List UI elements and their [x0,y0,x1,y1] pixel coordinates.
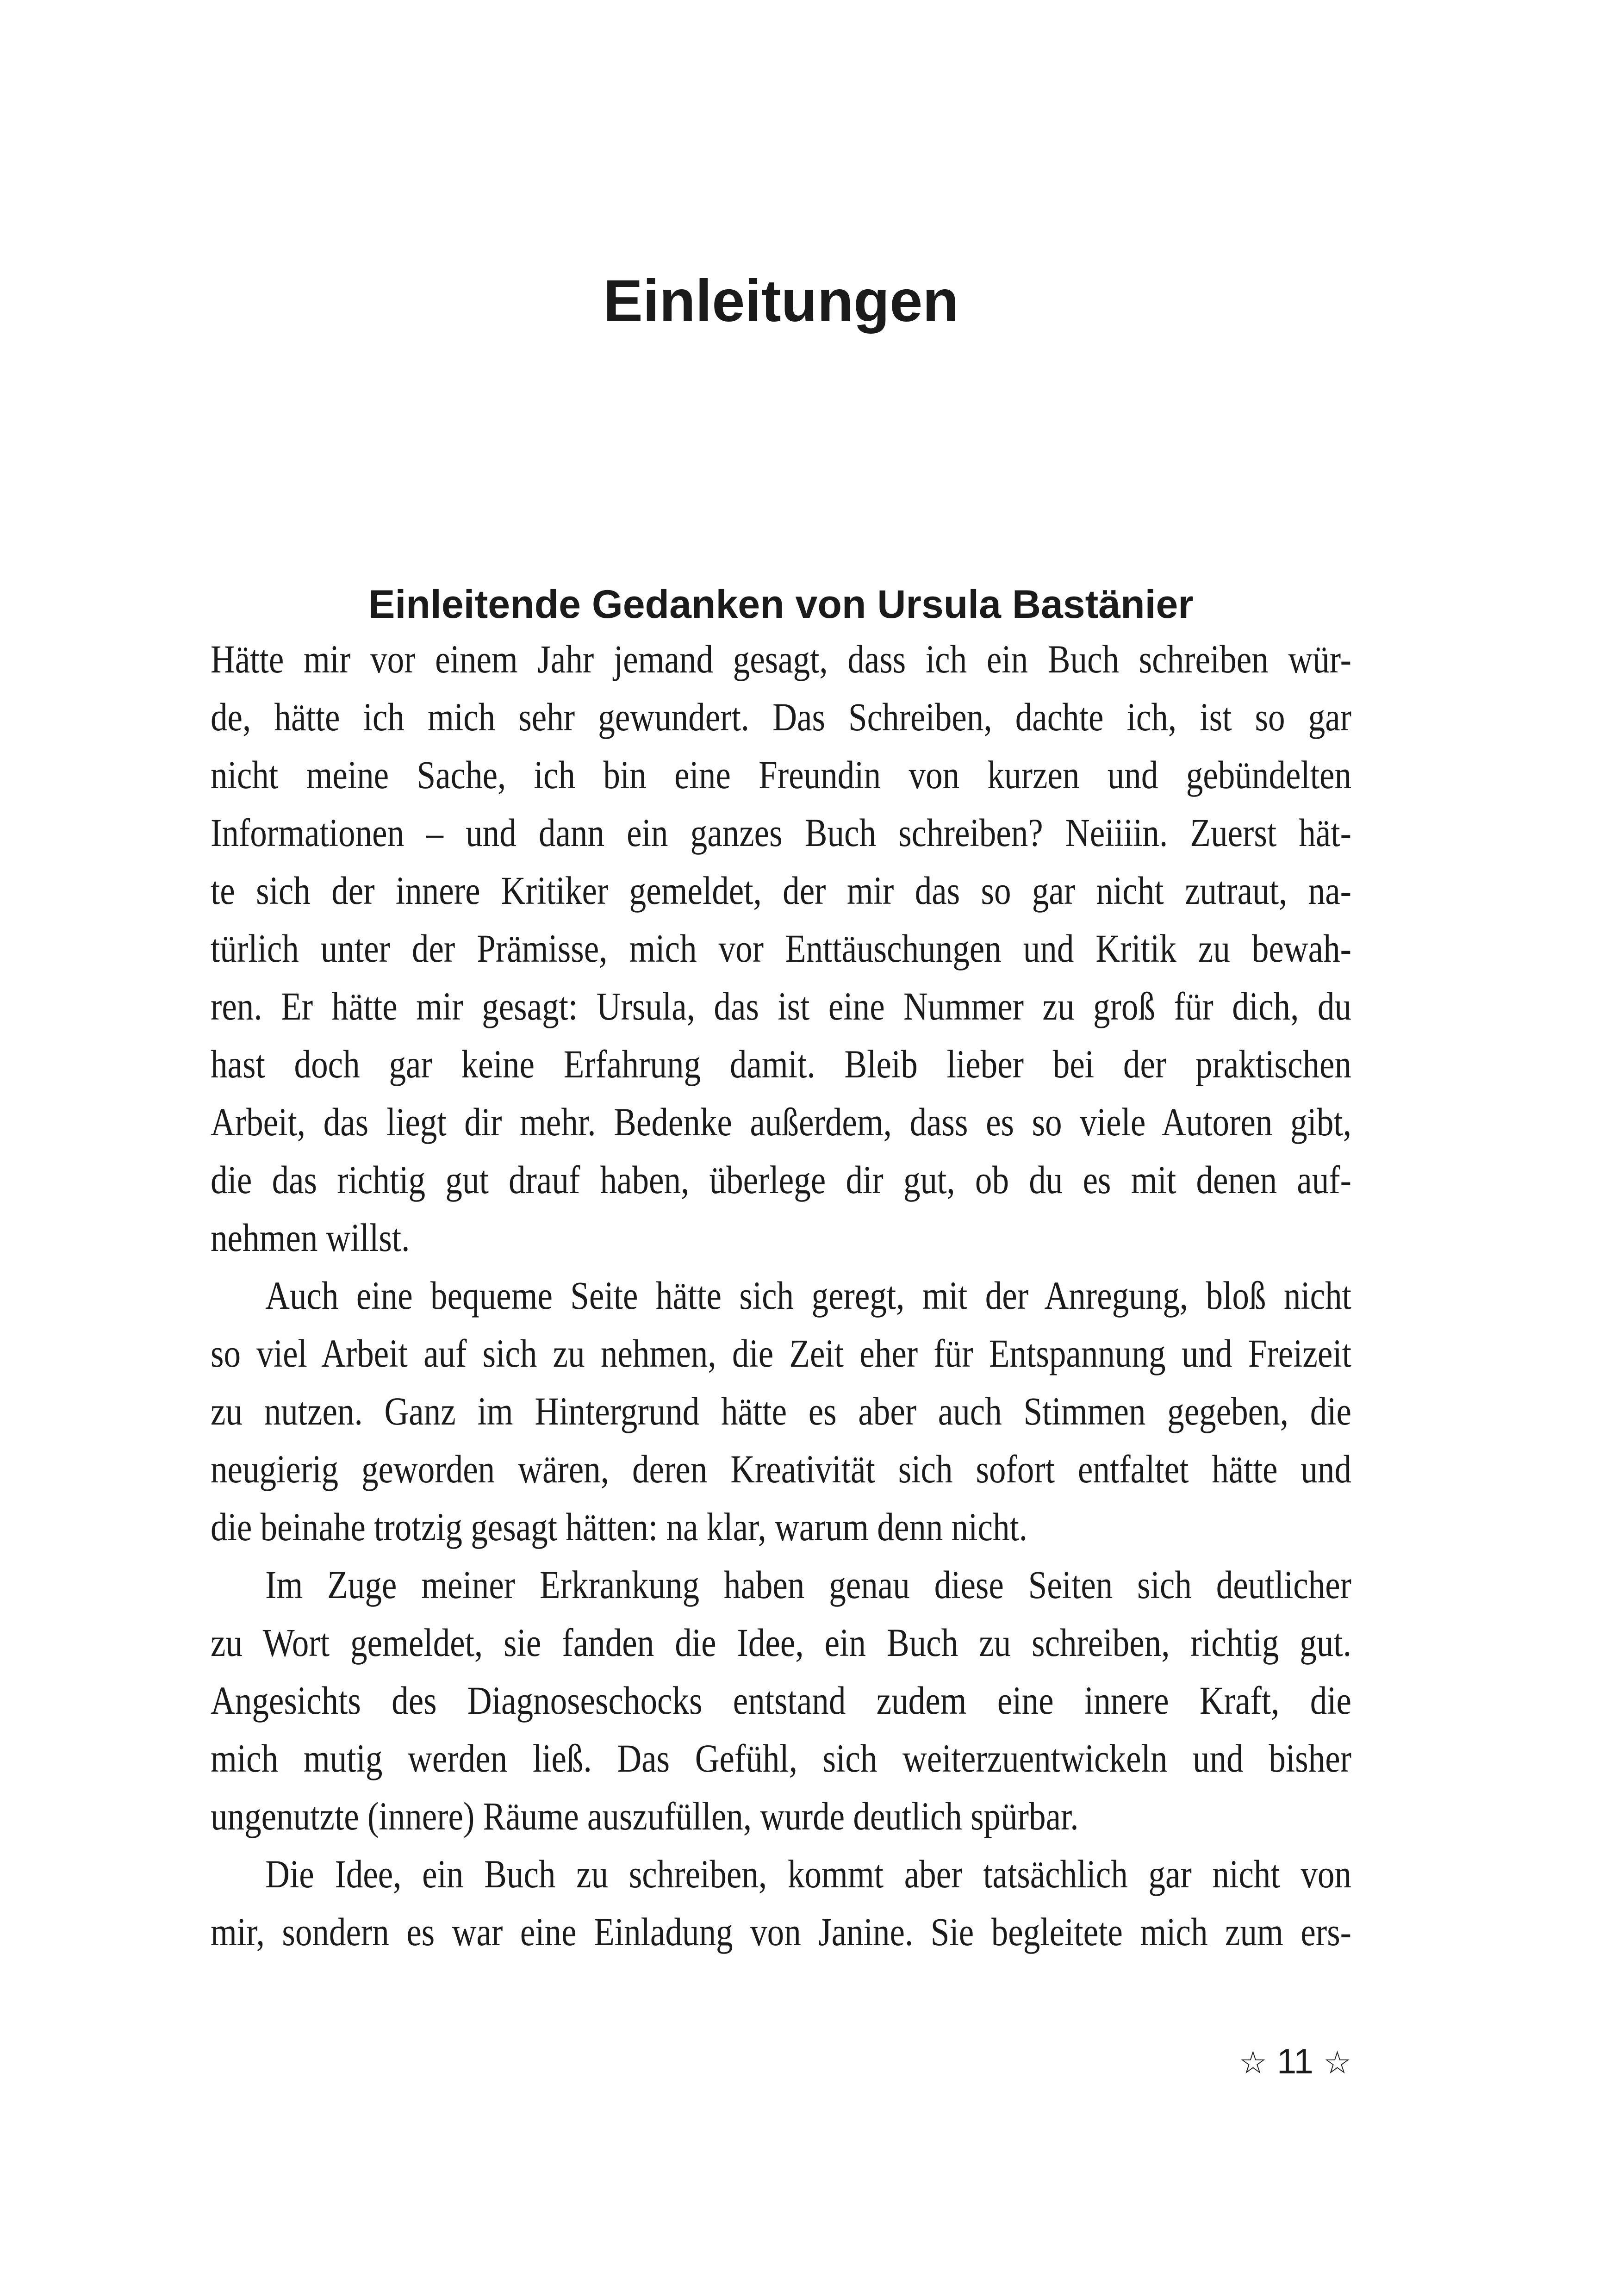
text-line: die beinahe trotzig gesagt hätten: na klar, warum denn nicht. [211,1505,1028,1549]
page-number-footer [1239,2039,1351,2086]
text-line: ren. Er hätte mir gesagt: Ursula, das ist eine Nummer zu groß für dich, du [211,984,1351,1028]
text-line: zu Wort gemeldet, sie fanden die Idee, ein Buch zu schreiben, richtig gut. [211,1620,1351,1665]
text-line: hast doch gar keine Erfahrung damit. Bleib lieber bei der praktischen [211,1042,1351,1086]
text-line: neugierig geworden wären, deren Kreativität sich sofort entfaltet hätte und [211,1447,1351,1491]
star-icon: ☆ [1323,2045,1351,2081]
paragraph [211,1556,1351,1845]
text-line: ungenutzte (innere) Räume auszufüllen, wurde deutlich spürbar. [211,1794,1079,1838]
text-line: die das richtig gut drauf haben, überlege dir gut, ob du es mit denen auf- [211,1157,1351,1202]
text-line: türlich unter der Prämisse, mich vor Enttäuschungen und Kritik zu bewah- [211,926,1351,971]
text-line: zu nutzen. Ganz im Hintergrund hätte es aber auch Stimmen gegeben, die [211,1389,1351,1433]
star-icon: ☆ [1238,2045,1267,2081]
text-line: Im Zuge meiner Erkrankung haben genau diese Seiten sich deutlicher [265,1562,1352,1607]
text-line: Die Idee, ein Buch zu schreiben, kommt aber tatsächlich gar nicht von [265,1852,1352,1896]
section-title: Einleitende Gedanken von Ursula Bastänier [368,582,1194,627]
paragraph [211,1267,1351,1556]
text-line: Informationen – und dann ein ganzes Buch schreiben? Neiiiin. Zuerst hät- [211,810,1351,855]
paragraph [211,1845,1351,1961]
page-number: 11 [1277,2042,1313,2081]
text-line: nehmen willst. [211,1215,410,1260]
text-line: Arbeit, das liegt dir mehr. Bedenke außerdem, dass es so viele Autoren gibt, [211,1100,1351,1144]
text-line: mich mutig werden ließ. Das Gefühl, sich weiterzuentwickeln und bisher [211,1736,1351,1780]
text-line: mir, sondern es war eine Einladung von Janine. Sie begleitete mich zum ers- [211,1910,1351,1954]
text-line: te sich der innere Kritiker gemeldet, der mir das so gar nicht zutraut, na- [211,868,1351,913]
text-line: so viel Arbeit auf sich zu nehmen, die Zeit eher für Entspannung und Freizeit [211,1331,1351,1375]
text-line: Auch eine bequeme Seite hätte sich geregt, mit der Anregung, bloß nicht [265,1273,1352,1318]
paragraph [211,630,1351,1267]
text-line: Angesichts des Diagnoseschocks entstand zudem eine innere Kraft, die [211,1678,1351,1723]
text-line: de, hätte ich mich sehr gewundert. Das Schreiben, dachte ich, ist so gar [211,695,1351,739]
body-text [211,630,1351,1961]
text-line: nicht meine Sache, ich bin eine Freundin von kurzen und gebündelten [211,753,1351,797]
text-line: Hätte mir vor einem Jahr jemand gesagt, dass ich ein Buch schreiben wür- [211,637,1351,681]
chapter-title: Einleitungen [603,268,959,334]
